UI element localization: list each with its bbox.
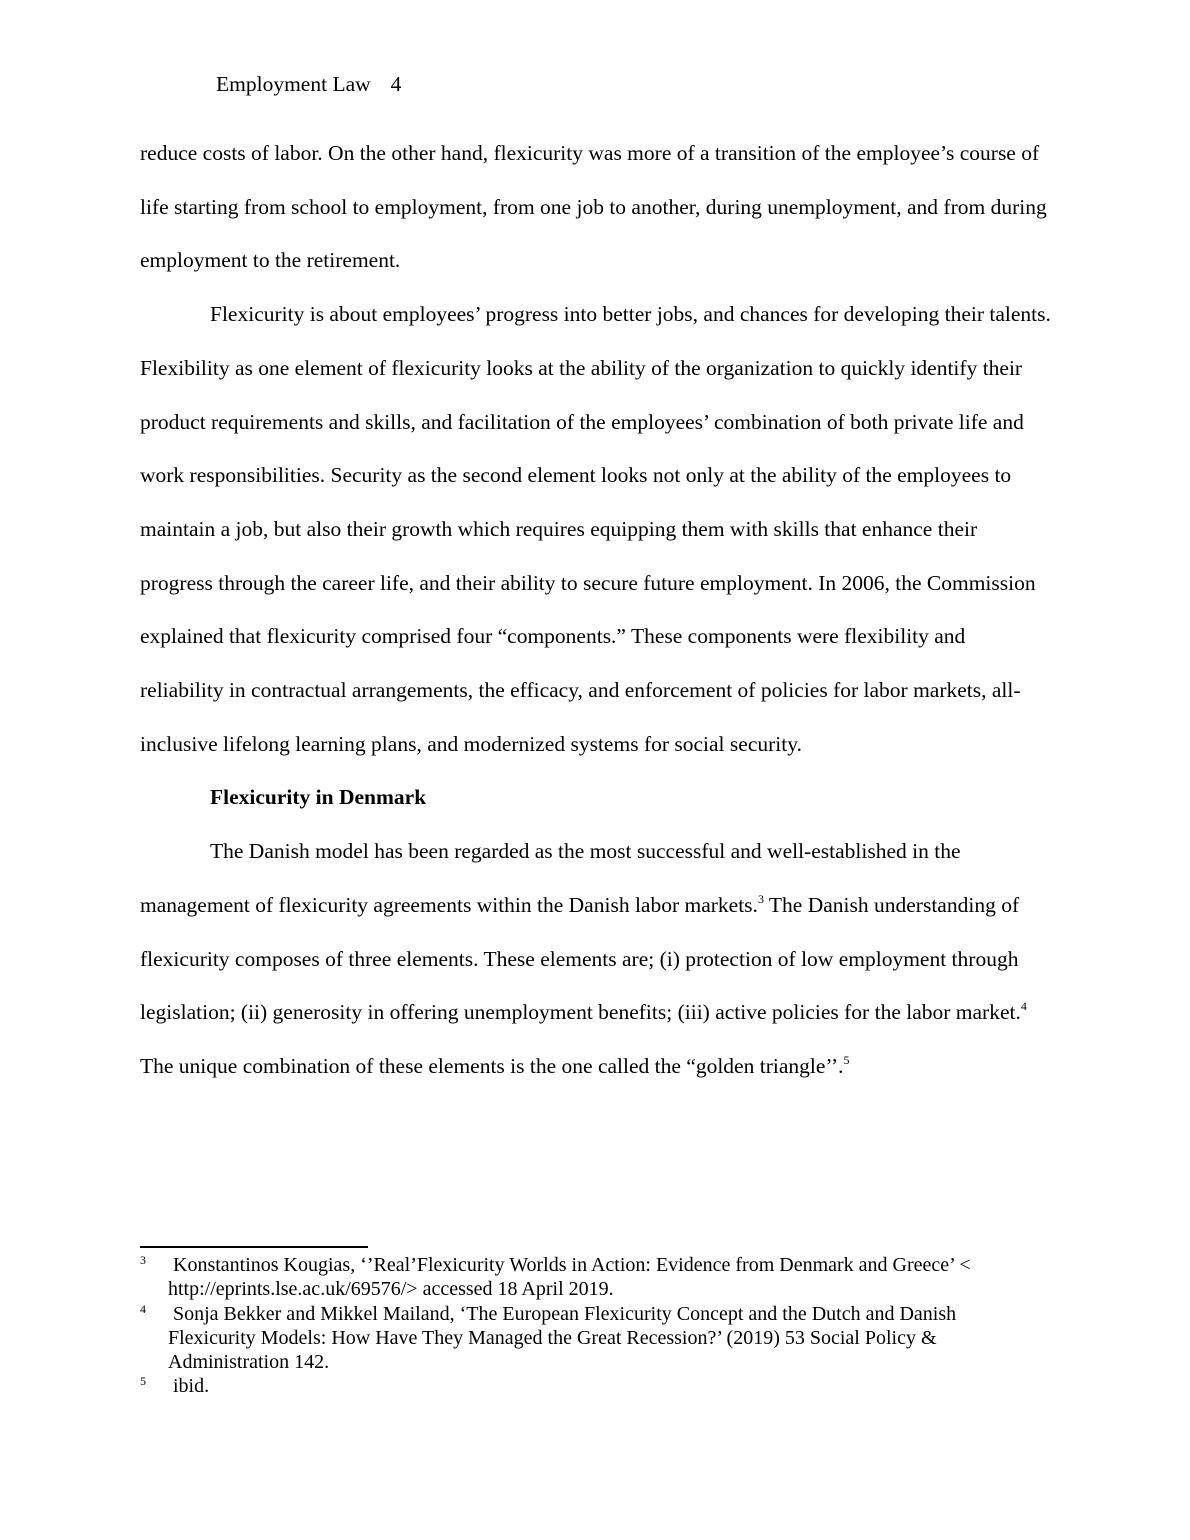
paragraph-text-c: The unique combination of these elements is the one called the “golden triangle’’.	[140, 1053, 844, 1078]
page-number: 4	[390, 72, 402, 96]
paragraph-text-b: The Danish understanding of flexicurity composes of three elements. These elements are; (i) protection of low employment through legislation; (ii) generosity in offering unemployment benefits; (iii) active policies for the labor market.	[140, 892, 1021, 1025]
paragraph-danish-model	[140, 825, 1054, 1094]
footnotes	[140, 1253, 1040, 1399]
paragraph-continuation: reduce costs of labor. On the other hand, flexicurity was more of a transition of the employee’s course of life starting from school to employment, from one job to another, during unemployment, and from during employment to the retirement.	[140, 141, 1047, 273]
running-head	[216, 70, 401, 98]
footnote-number: 5	[140, 1374, 146, 1389]
footnote-text-line: Sonja Bekker and Mikkel Mailand, ‘The European Flexicurity Concept and the Dutch and Danish	[173, 1302, 957, 1325]
footnote-4	[140, 1302, 1040, 1375]
body-text	[140, 127, 1054, 1094]
footnote-5	[140, 1374, 1040, 1398]
footnote-3	[140, 1253, 1040, 1302]
footnote-text-line: Flexicurity Models: How Have They Managed the Great Recession?’ (2019) 53 Social Policy &	[168, 1326, 937, 1349]
footnote-number: 4	[140, 1301, 146, 1316]
paragraph-flexicurity-definition: Flexicurity is about employees’ progress into better jobs, and chances for developing their talents. Flexibility as one element of flexicurity looks at the ability of the organization to quickly identify their product requirements and skills, and facilitation of the employees’ combination of both private life and work responsibilities. Security as the second element looks not only at the ability of the employees to maintain a job, but also their growth which requires equipping them with skills that enhance their progress through the career life, and their ability to secure future employment. In 2006, the Commission explained that flexicurity comprised four “components.” These components were flexibility and reliability in contractual arrangements, the efficacy, and enforcement of policies for labor markets, all-inclusive lifelong learning plans, and modernized systems for social security.	[140, 302, 1051, 756]
footnote-ref-4[interactable]: 4	[1020, 999, 1027, 1014]
footnote-ref-3[interactable]: 3	[757, 891, 764, 906]
section-heading: Flexicurity in Denmark	[210, 785, 427, 810]
footnote-text-line: ibid.	[173, 1375, 210, 1398]
footnote-separator	[140, 1246, 368, 1248]
footnote-text-line: Administration 142.	[168, 1351, 330, 1374]
running-title: Employment Law	[216, 72, 371, 96]
footnote-ref-5[interactable]: 5	[843, 1052, 850, 1067]
footnote-number: 3	[140, 1253, 146, 1267]
paragraph-text-a: The Danish model has been regarded as the most successful and well-established in the management of flexicurity agreements within the Danish labor markets.	[140, 839, 961, 917]
footnote-text-line: Konstantinos Kougias, ‘’Real’Flexicurity Worlds in Action: Evidence from Denmark and Greece’ <	[173, 1254, 971, 1276]
footnote-text-line[interactable]: http://eprints.lse.ac.uk/69576/> accessed 18 April 2019.	[168, 1278, 614, 1301]
